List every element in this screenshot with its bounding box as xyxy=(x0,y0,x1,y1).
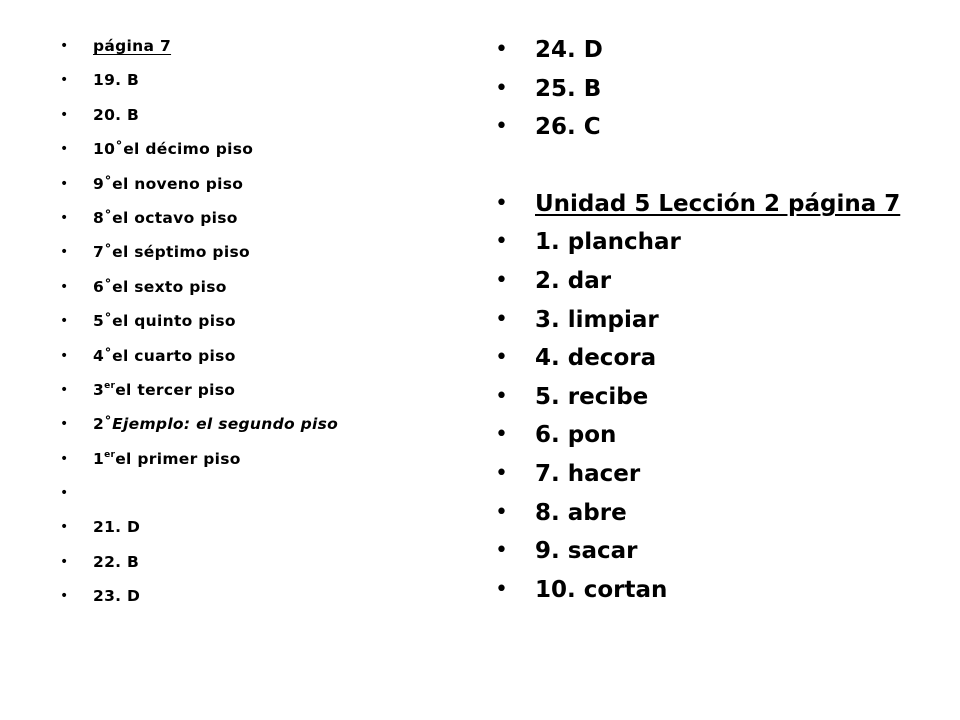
floor-item xyxy=(60,446,338,480)
bullet-icon: • xyxy=(60,72,69,89)
bullet-icon: • xyxy=(60,106,69,123)
bullet-icon: • xyxy=(60,381,69,398)
answer-text: 3. limpiar xyxy=(535,306,659,333)
ordinal-mark: er xyxy=(104,449,116,460)
list-item xyxy=(495,494,900,533)
bullet-icon: • xyxy=(495,75,508,101)
ordinal-mark: ˚ xyxy=(104,277,113,296)
answer-text: 19. B xyxy=(93,71,140,90)
bullet-icon: • xyxy=(495,229,508,255)
answer-text: 20. B xyxy=(93,105,140,124)
list-item xyxy=(495,455,900,494)
floor-item xyxy=(60,239,338,273)
answer-text: 22. B xyxy=(93,552,140,571)
ordinal-mark: ˚ xyxy=(104,208,113,227)
answer-text: 1. planchar xyxy=(535,229,681,256)
bullet-icon: • xyxy=(495,422,508,448)
answer-text: 9. sacar xyxy=(535,538,638,565)
bullet-icon: • xyxy=(60,209,69,226)
list-item xyxy=(495,301,900,340)
list-item xyxy=(495,571,900,610)
list-item xyxy=(495,31,900,70)
floor-item xyxy=(60,171,338,205)
floor-number: 3 xyxy=(93,380,105,399)
floor-number: 5 xyxy=(93,312,105,331)
bullet-icon: • xyxy=(495,37,508,62)
floor-number: 10 xyxy=(93,140,116,159)
list-item xyxy=(495,532,900,571)
answer-text: 21. D xyxy=(93,518,141,537)
answer-text: 7. hacer xyxy=(535,460,641,487)
floor-text: el tercer piso xyxy=(115,380,236,399)
floor-text: el primer piso xyxy=(115,449,241,468)
ordinal-mark: ˚ xyxy=(104,415,113,434)
answer-text: 6. pon xyxy=(535,422,617,449)
floor-text: el sexto piso xyxy=(112,277,227,296)
list-item xyxy=(60,514,338,548)
bullet-icon: • xyxy=(60,141,69,158)
list-item xyxy=(495,70,900,109)
section-heading: página 7 xyxy=(93,37,172,55)
list-item xyxy=(60,549,338,583)
answer-text: 25. B xyxy=(535,75,602,102)
floor-text: el décimo piso xyxy=(123,140,254,159)
list-item-heading xyxy=(60,33,338,67)
ordinal-mark: ˚ xyxy=(104,243,113,262)
bullet-icon: • xyxy=(495,460,508,486)
list-item xyxy=(60,102,338,136)
bullet-icon: • xyxy=(60,588,69,605)
ordinal-mark: ˚ xyxy=(104,174,113,193)
ordinal-mark: ˚ xyxy=(104,312,113,331)
bullet-icon: • xyxy=(495,267,508,293)
empty-list-item xyxy=(60,480,338,514)
spacer xyxy=(535,147,900,185)
floor-text: el séptimo piso xyxy=(112,243,250,262)
answer-text: 10. cortan xyxy=(535,576,668,603)
floor-number: 2 xyxy=(93,415,105,434)
list-item-heading xyxy=(495,185,901,224)
bullet-icon: • xyxy=(60,416,69,433)
bullet-icon: • xyxy=(495,306,508,332)
list-item xyxy=(495,223,900,262)
floor-number: 4 xyxy=(93,346,105,365)
floor-item xyxy=(60,308,338,342)
right-answer-list xyxy=(495,31,901,609)
floor-text: el quinto piso xyxy=(112,312,236,331)
ordinal-mark: ˚ xyxy=(104,346,113,365)
bullet-icon: • xyxy=(60,347,69,364)
list-item xyxy=(60,583,338,617)
list-item xyxy=(60,67,338,101)
floor-item xyxy=(60,274,338,308)
floor-item xyxy=(60,343,338,377)
floor-text: Ejemplo: el segundo piso xyxy=(112,415,339,434)
floor-text: el octavo piso xyxy=(112,208,238,227)
answer-text: 5. recibe xyxy=(535,383,649,410)
answer-text: 26. C xyxy=(535,114,601,141)
section-heading: Unidad 5 Lección 2 página 7 xyxy=(535,190,901,217)
bullet-icon: • xyxy=(495,538,508,564)
floor-number: 9 xyxy=(93,174,105,193)
list-item xyxy=(495,108,900,147)
bullet-icon: • xyxy=(60,175,69,192)
bullet-icon: • xyxy=(495,345,508,371)
bullet-icon: • xyxy=(495,499,508,525)
floor-number: 6 xyxy=(93,277,105,296)
floor-text: el cuarto piso xyxy=(112,346,236,365)
floor-item xyxy=(60,205,338,239)
list-item xyxy=(495,378,900,417)
bullet-icon: • xyxy=(495,114,508,140)
answer-text: 8. abre xyxy=(535,499,627,526)
floor-number: 8 xyxy=(93,208,105,227)
bullet-icon: • xyxy=(60,485,69,502)
bullet-icon: • xyxy=(495,190,508,216)
list-item xyxy=(495,262,900,301)
bullet-icon: • xyxy=(60,313,69,330)
bullet-icon: • xyxy=(495,576,508,602)
bullet-icon: • xyxy=(60,38,69,54)
answer-text: 4. decora xyxy=(535,345,657,372)
bullet-icon: • xyxy=(60,450,69,467)
ordinal-mark: ˚ xyxy=(115,140,124,159)
answer-text: 2. dar xyxy=(535,267,612,294)
floor-item xyxy=(60,136,338,170)
answer-text: 23. D xyxy=(93,587,141,606)
bullet-icon: • xyxy=(60,519,69,536)
list-item xyxy=(495,339,900,378)
floor-item xyxy=(60,377,338,411)
floor-number: 7 xyxy=(93,243,105,262)
answer-text: 24. D xyxy=(535,37,603,63)
bullet-icon: • xyxy=(60,553,69,570)
bullet-icon: • xyxy=(495,383,508,409)
ordinal-mark: er xyxy=(104,380,116,391)
floor-number: 1 xyxy=(93,449,105,468)
list-item xyxy=(495,416,900,455)
bullet-icon: • xyxy=(60,278,69,295)
floor-item xyxy=(60,411,339,445)
floor-text: el noveno piso xyxy=(112,174,244,193)
bullet-icon: • xyxy=(60,244,69,261)
left-answer-list xyxy=(60,33,339,618)
